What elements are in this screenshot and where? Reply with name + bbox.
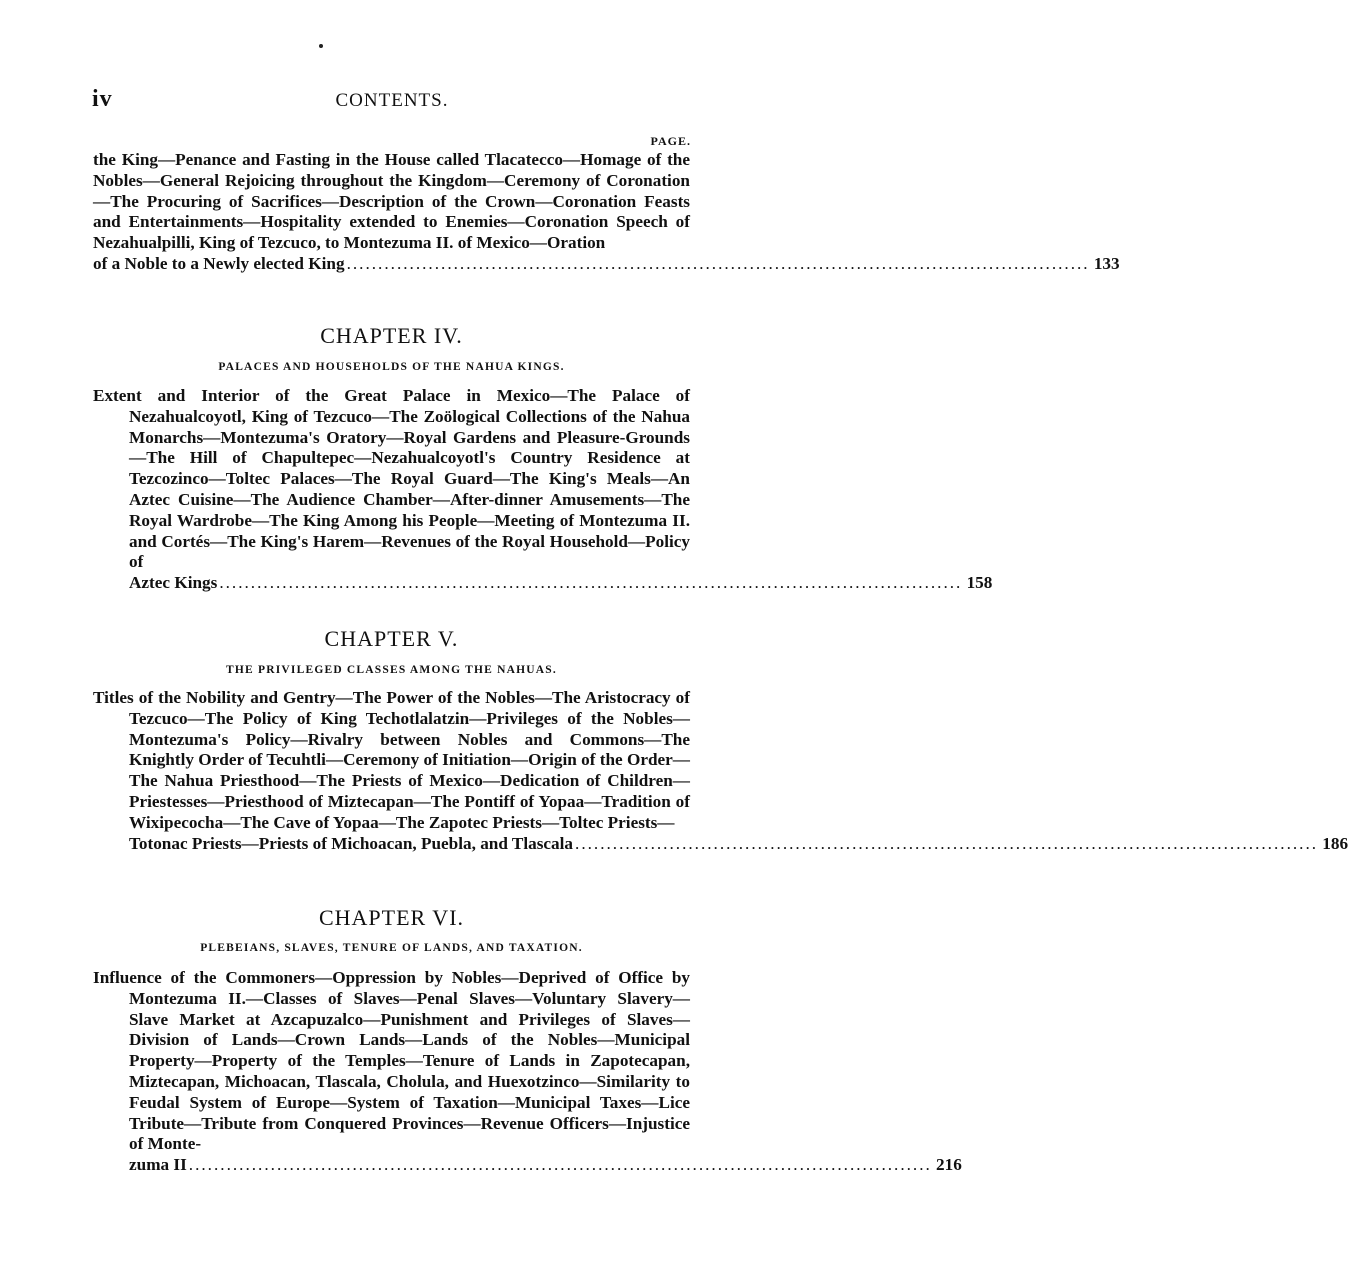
chapter-6-text: Influence of the Commoners—Oppression by Nobles—Deprived of Office by Montezuma II.—Classes of Slaves—Penal Slaves—Voluntary Slavery—Slave Market at Azcapuzalco—Punishment and Privileges of Slaves—Division of Lands—Crown Lands—Lands of the Nobles—Municipal Property—Property of the Temples—Tenure of Lands in Zapotecapan, Miztecapan, Michoacan, Tlascala, Cholula, and Huexotzinco—Similarity to Feudal System of Europe—System of Taxation—Municipal Taxes—Lice Tribute—Tribute from Conquered Provinces—Revenue Officers—Injustice of Monte- xyxy=(93,968,690,1154)
chapter-6-last-line xyxy=(93,1155,962,1176)
chapter-5-title: CHAPTER V. xyxy=(324,626,459,651)
page-header xyxy=(92,84,692,114)
chapter-4-text: Extent and Interior of the Great Palace in Mexico—The Palace of Nezahualcoyotl, King of Tezcuco—The Zoölogical Collections of the Nahua Monarchs—Montezuma's Oratory—Royal Gardens and Pleasure-Grounds—The Hill of Chapultepec—Nezahualcoyotl's Country Residence at Tezcozinco—Toltec Palaces—The Royal Guard—The King's Meals—An Aztec Cuisine—The Audience Chamber—After-dinner Amusements—The Royal Wardrobe—The King Among his People—Meeting of Montezuma II. and Cortés—The King's Harem—Revenues of the Royal Household—Policy of xyxy=(93,386,690,572)
leader-dots: ...................................................................................................................... xyxy=(188,1155,932,1175)
chapter-4-last-line-text: Aztec Kings xyxy=(129,573,218,593)
chapter-5-last-line-text: Totonac Priests—Priests of Michoacan, Puebla, and Tlascala xyxy=(129,833,574,853)
ink-dot xyxy=(319,44,323,48)
continuation-entry xyxy=(93,150,1120,275)
continuation-last-line-text: of a Noble to a Newly elected King xyxy=(93,253,345,273)
continuation-page: 133 xyxy=(1093,253,1120,273)
continuation-last-line xyxy=(93,253,1120,275)
chapter-6-entry xyxy=(93,968,962,1176)
leader-dots: ...................................................................................................................... xyxy=(575,833,1319,853)
chapter-5-last-line xyxy=(93,833,1348,855)
page-number: iv xyxy=(92,86,113,112)
page-column-label: PAGE. xyxy=(650,134,691,148)
chapter-6-subtitle: PLEBEIANS, SLAVES, TENURE OF LANDS, AND TAXATION. xyxy=(200,942,583,954)
leader-dots: ...................................................................................................................... xyxy=(346,253,1090,273)
chapter-4-last-line xyxy=(93,573,993,594)
continuation-text: the King—Penance and Fasting in the House called Tlacatecco—Homage of the Nobles—General Rejoicing throughout the Kingdom—Ceremony of Coronation—The Procuring of Sacrifices—Description of the Crown—Coronation Feasts and Entertainments—Hospitality extended to Enemies—Coronation Speech of Nezahualpilli, King of Tezcuco, to Montezuma II. of Mexico—Oration xyxy=(93,150,690,253)
chapter-4-page: 158 xyxy=(966,573,993,593)
running-title: CONTENTS. xyxy=(335,90,449,111)
chapter-6-last-line-text: zuma II xyxy=(129,1155,187,1175)
chapter-5-subtitle: THE PRIVILEGED CLASSES AMONG THE NAHUAS. xyxy=(226,664,557,676)
chapter-4-entry xyxy=(93,386,993,594)
chapter-5-page: 186 xyxy=(1322,833,1348,853)
leader-dots: ...................................................................................................................... xyxy=(219,573,963,593)
chapter-5-text: Titles of the Nobility and Gentry—The Power of the Nobles—The Aristocracy of Tezcuco—The Policy of King Techotlalatzin—Privileges of the Nobles—Montezuma's Policy—Rivalry between Nobles and Commons—The Knightly Order of Tecuhtli—Ceremony of Initiation—Origin of the Order—The Nahua Priesthood—The Priests of Mexico—Dedication of Children—Priestesses—Priesthood of Miztecapan—The Pontiff of Yopaa—Tradition of Wixipecocha—The Cave of Yopaa—The Zapotec Priests—Toltec Priests— xyxy=(93,688,690,832)
chapter-4-title: CHAPTER IV. xyxy=(320,323,463,348)
chapter-6-page: 216 xyxy=(936,1155,962,1175)
chapter-4-subtitle: PALACES AND HOUSEHOLDS OF THE NAHUA KINGS. xyxy=(218,361,565,373)
chapter-5-entry xyxy=(93,688,1348,854)
chapter-6-title: CHAPTER VI. xyxy=(318,905,465,930)
